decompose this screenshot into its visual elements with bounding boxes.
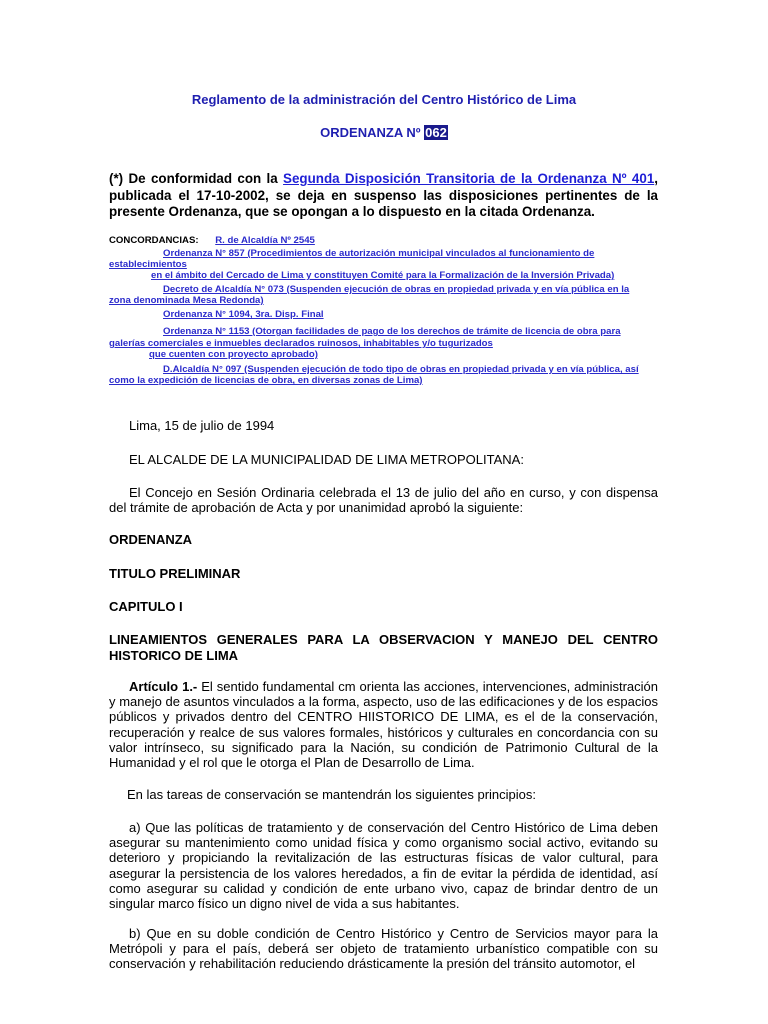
concordancia-link-2c[interactable]: en el ámbito del Cercado de Lima y constituyen Comité para la Formalización de la Inversión Privada) <box>151 270 615 281</box>
concordancias-block <box>109 235 658 395</box>
ordenanza-number: 062 <box>425 125 447 140</box>
concordancia-link-3[interactable]: Decreto de Alcaldía N° 073 (Suspenden ejecución de obras en propiedad privada y en vía pública en la <box>163 284 630 295</box>
ordenanza-section-heading: ORDENANZA <box>109 532 193 547</box>
concordancia-link-2[interactable]: Ordenanza N° 857 (Procedimientos de autorización municipal vinculados al funcionamiento de <box>163 248 595 259</box>
lineamientos-heading: LINEAMIENTOS GENERALES PARA LA OBSERVACION Y MANEJO DEL CENTRO HISTORICO DE LIMA <box>109 632 658 663</box>
concordancia-link-5[interactable]: Ordenanza N° 1153 (Otorgan facilidades de pago de los derechos de trámite de licencia de obra para <box>163 326 621 337</box>
suspension-note <box>109 171 658 221</box>
concejo-paragraph: El Concejo en Sesión Ordinaria celebrada el 13 de julio del año en curso, y con dispensa del trámite de aprobación de Acta y por unanimidad aprobó la siguiente: <box>109 485 658 516</box>
capitulo-heading: CAPITULO I <box>109 599 183 614</box>
concordancia-link-5c[interactable]: que cuenten con proyecto aprobado) <box>149 349 318 360</box>
articulo-1-paragraph <box>109 679 658 770</box>
note-suffix: , publicada el 17-10-2002, se deja en suspenso las disposiciones pertinentes de la presente Ordenanza, que se opongan a lo dispuesto en la citada Ordenanza. <box>109 171 658 219</box>
titulo-preliminar-heading: TITULO PRELIMINAR <box>109 566 241 581</box>
concordancias-label: CONCORDANCIAS: <box>109 235 199 246</box>
principio-a: a) Que las políticas de tratamiento y de conservación del Centro Histórico de Lima deben asegurar su mantenimiento como unidad física y como organismo social activo, evitando su deterioro y propiciando la revitalización de las estructuras físicas de valor cultural, para asegurar la persistencia de los valores heredados, a fin de evitar la pérdida de identidad, así como asegurar su calidad y condición de ente urbano vivo, capaz de brindar dentro de un singular marco físico un digno nivel de vida a sus habitantes. <box>109 820 658 912</box>
concordancia-link-5b[interactable]: galerías comerciales e inmuebles declarados ruinosos, inhabitables y/o tugurizados <box>109 338 493 349</box>
alcalde-heading: EL ALCALDE DE LA MUNICIPALIDAD DE LIMA METROPOLITANA: <box>129 452 524 467</box>
concordancia-link-6[interactable]: D.Alcaldía N° 097 (Suspenden ejecución de todo tipo de obras en propiedad privada y en vía pública, así <box>163 364 639 375</box>
note-prefix: (*) De conformidad con la <box>109 171 284 186</box>
concordancia-link-1[interactable]: R. de Alcaldía Nº 2545 <box>215 235 315 246</box>
principios-intro: En las tareas de conservación se mantendrán los siguientes principios: <box>127 787 537 802</box>
document-title: Reglamento de la administración del Centro Histórico de Lima <box>191 92 577 107</box>
concordancia-link-3b[interactable]: zona denominada Mesa Redonda) <box>109 295 264 306</box>
articulo-1-label: Artículo 1.- <box>129 679 198 694</box>
ordenanza-heading <box>0 125 768 140</box>
articulo-1-text: El sentido fundamental cm orienta las acciones, intervenciones, administración y manejo de asuntos vinculados a la forma, aspecto, uso de las edificaciones y de los espacios públicos y privados dentro del CENTRO HIISTORICO DE LIMA, es el de la conservación, recuperación y realce de sus valores formales, históricos y culturales en concordancia con su valor intrínseco, su significado para la Nación, su condición de Patrimonio Cultural de la Humanidad y el rol que le otorga el Plan de Desarrollo de Lima. <box>109 679 658 771</box>
principio-b: b) Que en su doble condición de Centro Histórico y Centro de Servicios mayor para la Metrópoli y para el país, deberá ser objeto de tratamiento urbanístico compatible con su conservación y rehabilitación reduciendo drásticamente la presión del tránsito automotor, el <box>109 926 658 972</box>
ordenanza-401-link[interactable]: Segunda Disposición Transitoria de la Ordenanza Nº 401 <box>283 171 655 186</box>
concordancia-link-2b[interactable]: establecimientos <box>109 259 187 270</box>
concordancia-link-4[interactable]: Ordenanza N° 1094, 3ra. Disp. Final <box>163 309 324 320</box>
concordancia-link-6b[interactable]: como la expedición de licencias de obra, en diversas zonas de Lima) <box>109 375 423 386</box>
ordenanza-label: ORDENANZA Nº <box>320 125 421 140</box>
place-date: Lima, 15 de julio de 1994 <box>129 418 275 433</box>
